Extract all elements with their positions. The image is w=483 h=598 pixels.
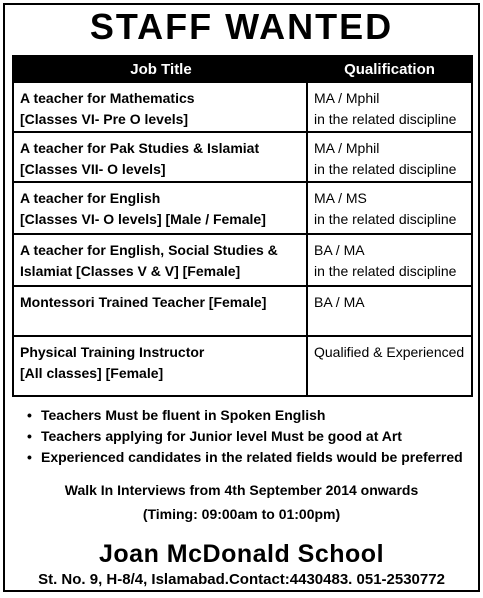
walk-in-text: Walk In Interviews from 4th September 2014 onwards	[64, 482, 419, 498]
note-item	[5, 426, 478, 447]
job-cell	[14, 83, 308, 131]
job-cell	[14, 183, 308, 233]
banner-title: STAFF WANTED	[89, 6, 394, 47]
bullet-icon: •	[27, 407, 32, 423]
note-item	[5, 405, 478, 426]
job-title-line: A teacher for Mathematics	[20, 90, 195, 106]
job-title-line: A teacher for English	[20, 190, 161, 206]
job-title-line: A teacher for Pak Studies & Islamiat	[20, 140, 260, 156]
job-detail-line: Islamiat [Classes V & V] [Female]	[20, 263, 241, 279]
contact-address: St. No. 9, H-8/4, Islamabad.Contact:4430483. 051-2530772	[38, 571, 445, 588]
job-title-line: A teacher for English, Social Studies &	[20, 242, 278, 258]
bullet-icon: •	[27, 449, 32, 465]
job-detail-line: [All classes] [Female]	[20, 365, 164, 381]
qualification-line: MA / MS	[314, 190, 367, 206]
table-row	[14, 285, 471, 335]
note-text: Experienced candidates in the related fields would be preferred	[41, 449, 463, 465]
table-row	[14, 181, 471, 233]
qualification-cell	[308, 133, 471, 181]
notes-section	[5, 405, 478, 522]
qualification-cell	[308, 183, 471, 233]
qualification-line: MA / Mphil	[314, 90, 380, 106]
table-row	[14, 81, 471, 131]
job-detail-line: [Classes VI- O levels] [Male / Female]	[20, 211, 266, 227]
timing-text: (Timing: 09:00am to 01:00pm)	[142, 506, 341, 522]
job-cell	[14, 337, 308, 395]
bullet-icon: •	[27, 428, 32, 444]
qualification-detail-line: in the related discipline	[314, 211, 457, 227]
qualification-line: BA / MA	[314, 294, 365, 310]
qualification-detail-line: in the related discipline	[314, 263, 457, 279]
table-header	[14, 57, 471, 81]
note-text: Teachers Must be fluent in Spoken English	[41, 407, 326, 423]
header-qualification: Qualification	[344, 60, 435, 78]
table-row	[14, 335, 471, 395]
table-row	[14, 233, 471, 285]
jobs-table	[12, 55, 473, 397]
job-title-line: Montessori Trained Teacher [Female]	[20, 294, 267, 310]
school-name: Joan McDonald School	[98, 540, 385, 568]
note-text: Teachers applying for Junior level Must be good at Art	[41, 428, 402, 444]
qualification-line: BA / MA	[314, 242, 365, 258]
job-detail-line: [Classes VII- O levels]	[20, 161, 166, 177]
job-cell	[14, 235, 308, 285]
table-row	[14, 131, 471, 181]
qualification-line: MA / Mphil	[314, 140, 380, 156]
staff-wanted-ad	[3, 3, 480, 592]
job-cell	[14, 287, 308, 335]
qualification-detail-line: in the related discipline	[314, 161, 457, 177]
qualification-detail-line: in the related discipline	[314, 111, 457, 127]
qualification-cell	[308, 83, 471, 131]
job-title-line: Physical Training Instructor	[20, 344, 205, 360]
qualification-cell	[308, 287, 471, 335]
note-item	[5, 447, 478, 468]
qualification-cell	[308, 235, 471, 285]
qualification-cell	[308, 337, 471, 395]
qualification-line: Qualified & Experienced	[314, 344, 465, 360]
job-cell	[14, 133, 308, 181]
job-detail-line: [Classes VI- Pre O levels]	[20, 111, 189, 127]
header-job-title: Job Title	[130, 60, 192, 78]
